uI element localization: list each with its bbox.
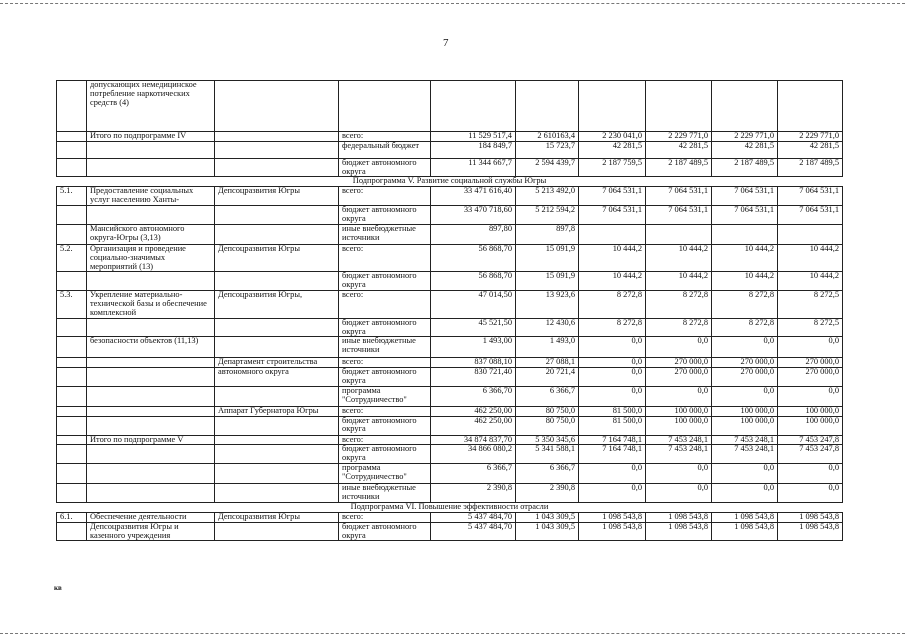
cell-amount: 0,0 — [712, 484, 778, 503]
cell-amount: 7 164 748,1 — [579, 435, 646, 445]
cell-amount: 2 187 489,5 — [646, 158, 712, 177]
cell-amount: 12 430,6 — [516, 318, 579, 337]
cell-number: 5.2. — [57, 244, 87, 271]
cell-amount: 270 000,0 — [712, 358, 778, 368]
cell-amount: 20 721,4 — [516, 368, 579, 387]
cell-amount — [516, 81, 579, 132]
cell-number — [57, 416, 87, 435]
table-row — [57, 81, 843, 132]
cell-amount: 42 281,5 — [778, 141, 843, 158]
cell-amount: 56 868,70 — [431, 272, 516, 291]
cell-amount — [431, 81, 516, 132]
cell-activity: Депсоцразвития Югры и казенного учреждения — [87, 522, 215, 541]
cell-funding-source: бюджет автономного округа — [339, 158, 431, 177]
cell-amount: 10 444,2 — [579, 272, 646, 291]
cell-amount: 8 272,8 — [579, 291, 646, 318]
cell-activity — [87, 386, 215, 406]
cell-activity — [87, 205, 215, 224]
cell-funding-source: бюджет автономного округа — [339, 368, 431, 387]
cell-amount: 80 750,0 — [516, 406, 579, 416]
cell-activity — [87, 445, 215, 464]
table-row — [57, 406, 843, 416]
cell-amount: 462 250,00 — [431, 406, 516, 416]
cell-activity — [87, 416, 215, 435]
scan-edge-top — [0, 3, 905, 4]
cell-amount: 1 043 309,5 — [516, 512, 579, 522]
cell-amount: 0,0 — [712, 386, 778, 406]
cell-amount: 1 493,0 — [516, 337, 579, 358]
table-row — [57, 358, 843, 368]
cell-number — [57, 132, 87, 142]
cell-amount — [778, 224, 843, 244]
cell-amount — [712, 224, 778, 244]
cell-amount: 11 529 517,4 — [431, 132, 516, 142]
cell-number: 6.1. — [57, 512, 87, 522]
cell-activity — [87, 368, 215, 387]
cell-activity: Итого по подпрограмме IV — [87, 132, 215, 142]
cell-executor — [215, 224, 339, 244]
cell-amount: 7 064 531,1 — [712, 205, 778, 224]
cell-amount: 830 721,40 — [431, 368, 516, 387]
cell-amount: 33 470 718,60 — [431, 205, 516, 224]
cell-funding-source: бюджет автономного округа — [339, 522, 431, 541]
cell-amount: 0,0 — [579, 464, 646, 484]
cell-amount: 0,0 — [778, 464, 843, 484]
cell-amount: 8 272,8 — [712, 291, 778, 318]
cell-funding-source: бюджет автономного округа — [339, 445, 431, 464]
section-header-row — [57, 503, 843, 513]
cell-amount: 8 272,5 — [778, 291, 843, 318]
section-title: Подпрограмма V. Развитие социальной службы Югры — [57, 177, 843, 187]
cell-amount: 0,0 — [579, 484, 646, 503]
cell-activity — [87, 158, 215, 177]
cell-funding-source: бюджет автономного округа — [339, 416, 431, 435]
cell-activity: допускающих немедицинское потребление наркотических средств (4) — [87, 81, 215, 132]
cell-amount: 10 444,2 — [778, 272, 843, 291]
cell-amount: 1 043 309,5 — [516, 522, 579, 541]
cell-number — [57, 406, 87, 416]
table-row — [57, 445, 843, 464]
cell-amount: 33 471 616,40 — [431, 187, 516, 206]
cell-amount: 6 366,7 — [516, 464, 579, 484]
cell-number — [57, 205, 87, 224]
cell-number — [57, 81, 87, 132]
cell-amount: 7 064 531,1 — [579, 187, 646, 206]
cell-funding-source: всего: — [339, 187, 431, 206]
cell-amount: 13 923,6 — [516, 291, 579, 318]
cell-amount: 34 874 837,70 — [431, 435, 516, 445]
cell-amount: 897,80 — [431, 224, 516, 244]
cell-executor — [215, 132, 339, 142]
cell-amount: 1 098 543,8 — [778, 512, 843, 522]
cell-funding-source: бюджет автономного округа — [339, 272, 431, 291]
table-row — [57, 522, 843, 541]
budget-table — [56, 80, 843, 541]
cell-amount: 6 366,7 — [516, 386, 579, 406]
table-row — [57, 158, 843, 177]
cell-executor — [215, 435, 339, 445]
cell-executor — [215, 464, 339, 484]
cell-amount: 0,0 — [778, 337, 843, 358]
cell-amount: 0,0 — [646, 386, 712, 406]
cell-amount: 2 187 759,5 — [579, 158, 646, 177]
cell-amount: 0,0 — [712, 337, 778, 358]
cell-amount: 80 750,0 — [516, 416, 579, 435]
cell-activity — [87, 272, 215, 291]
cell-executor — [215, 522, 339, 541]
cell-funding-source: всего: — [339, 291, 431, 318]
cell-number — [57, 484, 87, 503]
cell-executor — [215, 205, 339, 224]
cell-amount: 1 098 543,8 — [579, 512, 646, 522]
cell-activity: Организация и проведение социально-значимых мероприятий (13) — [87, 244, 215, 271]
cell-amount: 100 000,0 — [712, 406, 778, 416]
cell-activity — [87, 358, 215, 368]
cell-activity — [87, 318, 215, 337]
cell-number — [57, 141, 87, 158]
cell-amount: 100 000,0 — [778, 406, 843, 416]
cell-executor — [215, 484, 339, 503]
cell-amount: 100 000,0 — [646, 416, 712, 435]
cell-funding-source: бюджет автономного округа — [339, 205, 431, 224]
cell-amount: 10 444,2 — [712, 244, 778, 271]
cell-amount: 270 000,0 — [646, 358, 712, 368]
cell-number — [57, 358, 87, 368]
cell-amount: 7 064 531,1 — [778, 187, 843, 206]
cell-amount: 5 341 588,1 — [516, 445, 579, 464]
cell-funding-source: программа "Сотрудничество" — [339, 386, 431, 406]
cell-executor — [215, 81, 339, 132]
cell-amount: 42 281,5 — [579, 141, 646, 158]
cell-amount: 0,0 — [646, 484, 712, 503]
cell-number — [57, 368, 87, 387]
cell-amount: 15 091,9 — [516, 272, 579, 291]
cell-amount: 8 272,5 — [778, 318, 843, 337]
cell-activity — [87, 464, 215, 484]
corner-mark: кв — [54, 584, 62, 592]
cell-executor: Депсоцразвития Югры, — [215, 291, 339, 318]
table-row — [57, 272, 843, 291]
cell-activity: Обеспечение деятельности — [87, 512, 215, 522]
table-row — [57, 464, 843, 484]
cell-amount: 0,0 — [646, 464, 712, 484]
cell-amount: 7 453 247,8 — [778, 435, 843, 445]
cell-amount — [579, 81, 646, 132]
cell-activity: Итого по подпрограмме V — [87, 435, 215, 445]
cell-funding-source: всего: — [339, 244, 431, 271]
cell-funding-source: федеральный бюджет — [339, 141, 431, 158]
cell-amount: 0,0 — [712, 464, 778, 484]
cell-number — [57, 272, 87, 291]
cell-amount: 11 344 667,7 — [431, 158, 516, 177]
cell-amount: 0,0 — [646, 337, 712, 358]
cell-funding-source: всего: — [339, 358, 431, 368]
cell-amount: 1 098 543,8 — [579, 522, 646, 541]
cell-executor — [215, 337, 339, 358]
table-row — [57, 205, 843, 224]
cell-amount: 0,0 — [579, 386, 646, 406]
cell-funding-source: всего: — [339, 512, 431, 522]
cell-amount: 1 098 543,8 — [712, 512, 778, 522]
scan-edge-bottom — [0, 633, 905, 634]
cell-executor — [215, 158, 339, 177]
cell-number — [57, 435, 87, 445]
cell-amount: 6 366,7 — [431, 464, 516, 484]
table-body — [57, 81, 843, 541]
cell-amount: 100 000,0 — [646, 406, 712, 416]
cell-number — [57, 158, 87, 177]
cell-amount: 81 500,0 — [579, 416, 646, 435]
cell-amount: 270 000,0 — [712, 368, 778, 387]
cell-amount: 8 272,8 — [646, 318, 712, 337]
cell-amount: 2 187 489,5 — [712, 158, 778, 177]
cell-amount: 100 000,0 — [778, 416, 843, 435]
page-number: 7 — [443, 37, 449, 49]
cell-amount: 15 091,9 — [516, 244, 579, 271]
cell-activity — [87, 141, 215, 158]
cell-number: 5.3. — [57, 291, 87, 318]
cell-amount: 5 212 594,2 — [516, 205, 579, 224]
cell-amount: 7 453 248,1 — [646, 435, 712, 445]
cell-amount — [712, 81, 778, 132]
cell-amount: 5 213 492,0 — [516, 187, 579, 206]
cell-number — [57, 386, 87, 406]
cell-amount: 7 453 248,1 — [712, 435, 778, 445]
cell-executor — [215, 445, 339, 464]
cell-activity: Укрепление материально-технической базы и обеспечение комплексной — [87, 291, 215, 318]
section-title: Подпрограмма VI. Повышение эффективности отрасли — [57, 503, 843, 513]
table-row — [57, 244, 843, 271]
cell-number — [57, 318, 87, 337]
cell-amount: 47 014,50 — [431, 291, 516, 318]
cell-funding-source: иные внебюджетные источники — [339, 484, 431, 503]
cell-amount: 2 229 771,0 — [646, 132, 712, 142]
cell-amount — [646, 81, 712, 132]
cell-activity — [87, 484, 215, 503]
cell-amount: 15 723,7 — [516, 141, 579, 158]
cell-amount: 45 521,50 — [431, 318, 516, 337]
cell-amount: 42 281,5 — [712, 141, 778, 158]
table-row — [57, 141, 843, 158]
table-row — [57, 337, 843, 358]
cell-amount: 270 000,0 — [646, 368, 712, 387]
cell-amount: 2 610163,4 — [516, 132, 579, 142]
cell-amount: 0,0 — [778, 484, 843, 503]
cell-funding-source: бюджет автономного округа — [339, 318, 431, 337]
cell-amount: 7 453 248,1 — [712, 445, 778, 464]
cell-amount: 7 453 247,8 — [778, 445, 843, 464]
cell-amount: 2 390,8 — [516, 484, 579, 503]
cell-executor: Депсоцразвития Югры — [215, 187, 339, 206]
cell-number — [57, 464, 87, 484]
table-row — [57, 512, 843, 522]
cell-funding-source: иные внебюджетные источники — [339, 224, 431, 244]
cell-amount: 7 064 531,1 — [712, 187, 778, 206]
cell-amount: 2 229 771,0 — [712, 132, 778, 142]
cell-amount: 1 098 543,8 — [646, 512, 712, 522]
cell-amount: 897,8 — [516, 224, 579, 244]
cell-amount: 1 098 543,8 — [712, 522, 778, 541]
cell-funding-source: всего: — [339, 132, 431, 142]
cell-amount: 1 098 543,8 — [646, 522, 712, 541]
table-row — [57, 484, 843, 503]
table-row — [57, 416, 843, 435]
cell-amount: 7 064 531,1 — [579, 205, 646, 224]
cell-amount: 100 000,0 — [712, 416, 778, 435]
cell-amount: 10 444,2 — [646, 244, 712, 271]
cell-amount: 2 390,8 — [431, 484, 516, 503]
cell-number — [57, 337, 87, 358]
cell-executor: автономного округа — [215, 368, 339, 387]
cell-amount: 270 000,0 — [778, 368, 843, 387]
cell-amount: 837 088,10 — [431, 358, 516, 368]
cell-executor: Депсоцразвития Югры — [215, 244, 339, 271]
table-row — [57, 435, 843, 445]
cell-activity: безопасности объектов (11,13) — [87, 337, 215, 358]
cell-amount — [778, 81, 843, 132]
cell-funding-source: иные внебюджетные источники — [339, 337, 431, 358]
cell-funding-source: всего: — [339, 435, 431, 445]
cell-amount: 462 250,00 — [431, 416, 516, 435]
cell-activity: Мансийского автономного округа-Югры (3,13) — [87, 224, 215, 244]
cell-executor — [215, 416, 339, 435]
cell-number — [57, 445, 87, 464]
cell-amount: 10 444,2 — [579, 244, 646, 271]
cell-amount: 34 866 080,2 — [431, 445, 516, 464]
cell-amount: 5 350 345,6 — [516, 435, 579, 445]
cell-number — [57, 522, 87, 541]
cell-executor: Департамент строительства — [215, 358, 339, 368]
cell-amount: 2 229 771,0 — [778, 132, 843, 142]
cell-amount: 1 493,00 — [431, 337, 516, 358]
cell-amount: 27 088,1 — [516, 358, 579, 368]
cell-amount: 2 230 041,0 — [579, 132, 646, 142]
table-row — [57, 318, 843, 337]
cell-amount: 184 849,7 — [431, 141, 516, 158]
table-row — [57, 224, 843, 244]
cell-amount — [646, 224, 712, 244]
cell-amount: 7 064 531,1 — [646, 205, 712, 224]
cell-amount: 0,0 — [579, 337, 646, 358]
cell-amount: 2 594 439,7 — [516, 158, 579, 177]
table-row — [57, 291, 843, 318]
cell-amount: 7 453 248,1 — [646, 445, 712, 464]
cell-amount: 7 164 748,1 — [579, 445, 646, 464]
cell-amount — [579, 224, 646, 244]
cell-amount: 0,0 — [778, 386, 843, 406]
cell-activity: Предоставление социальных услуг населению Ханты- — [87, 187, 215, 206]
cell-amount: 8 272,8 — [712, 318, 778, 337]
cell-amount: 10 444,2 — [712, 272, 778, 291]
table-row — [57, 132, 843, 142]
cell-executor — [215, 386, 339, 406]
cell-amount: 42 281,5 — [646, 141, 712, 158]
cell-amount: 81 500,0 — [579, 406, 646, 416]
table-row — [57, 187, 843, 206]
cell-funding-source — [339, 81, 431, 132]
cell-funding-source: программа "Сотрудничество" — [339, 464, 431, 484]
cell-amount: 5 437 484,70 — [431, 522, 516, 541]
cell-amount: 8 272,8 — [579, 318, 646, 337]
cell-amount: 0,0 — [579, 358, 646, 368]
table-row — [57, 368, 843, 387]
cell-number: 5.1. — [57, 187, 87, 206]
cell-executor — [215, 318, 339, 337]
cell-executor: Депсоцразвития Югры — [215, 512, 339, 522]
table-row — [57, 386, 843, 406]
cell-number — [57, 224, 87, 244]
cell-amount: 0,0 — [579, 368, 646, 387]
cell-activity — [87, 406, 215, 416]
cell-amount: 8 272,8 — [646, 291, 712, 318]
cell-executor — [215, 272, 339, 291]
cell-amount: 7 064 531,1 — [778, 205, 843, 224]
cell-amount: 5 437 484,70 — [431, 512, 516, 522]
cell-executor: Аппарат Губернатора Югры — [215, 406, 339, 416]
cell-amount: 56 868,70 — [431, 244, 516, 271]
cell-amount: 6 366,70 — [431, 386, 516, 406]
cell-amount: 10 444,2 — [646, 272, 712, 291]
cell-amount: 7 064 531,1 — [646, 187, 712, 206]
cell-amount: 2 187 489,5 — [778, 158, 843, 177]
cell-amount: 1 098 543,8 — [778, 522, 843, 541]
cell-executor — [215, 141, 339, 158]
cell-funding-source: всего: — [339, 406, 431, 416]
cell-amount: 270 000,0 — [778, 358, 843, 368]
cell-amount: 10 444,2 — [778, 244, 843, 271]
section-header-row — [57, 177, 843, 187]
